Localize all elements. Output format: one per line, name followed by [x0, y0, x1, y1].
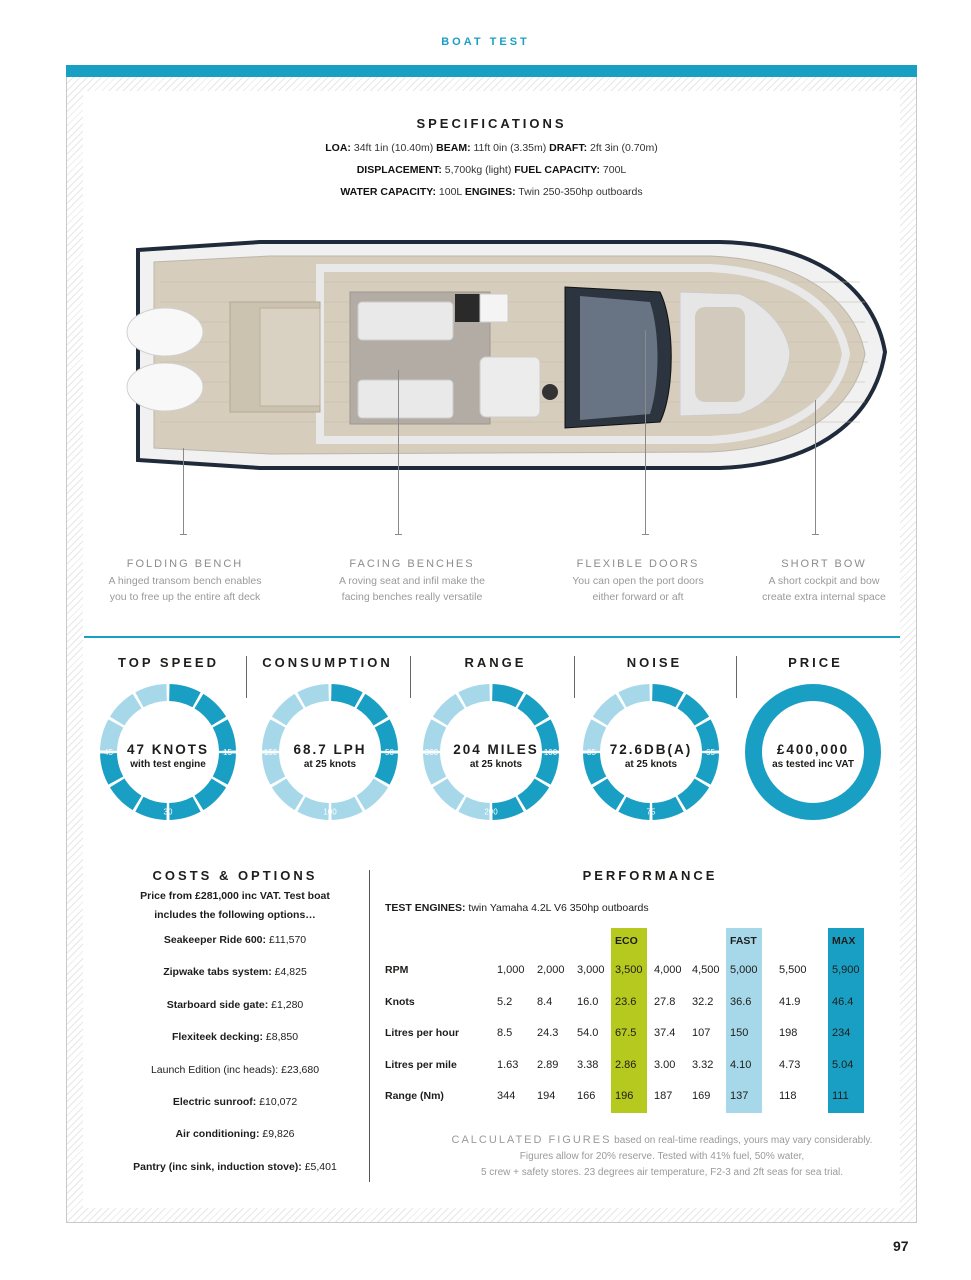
gauge-segment	[272, 778, 304, 810]
option-item	[110, 933, 360, 965]
table-cell: 118	[779, 1090, 797, 1102]
gauge-segment	[135, 684, 167, 707]
table-cell: 8.5	[497, 1027, 513, 1039]
table-cell: 169	[692, 1090, 711, 1102]
gauge-segment	[593, 778, 625, 810]
gauge-segment	[618, 797, 650, 820]
gauge-segment	[517, 694, 549, 726]
gauge-segment	[677, 694, 709, 726]
row-label: Knots	[385, 995, 415, 1008]
gauge-sub: at 25 knots	[469, 759, 523, 770]
leader-line-folding-bench	[183, 448, 184, 534]
table-cell: 4.73	[779, 1058, 801, 1071]
table-cell: 137	[726, 1081, 762, 1113]
callout-desc-line: either forward or aft	[592, 591, 684, 603]
table-cell: 198	[779, 1027, 798, 1039]
callout-desc-line: A roving seat and infil make the	[339, 575, 485, 587]
mode-header: MAX	[828, 928, 864, 955]
gauge-segment	[169, 797, 201, 820]
callout-desc-line: create extra internal space	[762, 591, 886, 603]
top-accent-bar	[66, 65, 917, 77]
table-cell: 54.0	[577, 1027, 599, 1039]
leader-line-flexible-doors	[645, 330, 646, 534]
test-engines	[385, 902, 649, 914]
gauge-tick-label: 300	[424, 748, 439, 757]
option-name: Air conditioning:	[175, 1128, 260, 1141]
gauge-segment	[297, 684, 329, 707]
table-cell: 3,500	[611, 955, 647, 987]
costs-intro	[110, 887, 360, 925]
callout-flexible-doors	[538, 558, 738, 605]
gauge-tick-label: 100	[323, 807, 337, 817]
option-name: Flexiteek decking:	[171, 1031, 263, 1044]
row-label: Range (Nm)	[385, 1090, 444, 1102]
option-price: £4,825	[271, 966, 307, 979]
table-cell: 5,900	[828, 955, 864, 987]
specifications-block	[66, 116, 917, 203]
table-cell: 5,500	[779, 964, 807, 976]
gauge-segment	[492, 684, 524, 707]
option-item	[110, 1063, 360, 1095]
callout-facing-benches	[312, 558, 512, 605]
gauge-value: 47 KNOTS	[126, 742, 210, 757]
callout-desc-line: A hinged transom bench enables	[108, 575, 262, 587]
gauge-segment	[194, 778, 226, 810]
stat-title-top-speed: TOP SPEED	[118, 655, 219, 670]
table-cell: 2.86	[611, 1050, 647, 1082]
spec-key: LOA:	[325, 142, 351, 154]
option-item	[110, 1160, 360, 1192]
gauge-readout-noise	[576, 742, 726, 772]
spec-key: DISPLACEMENT:	[356, 164, 442, 176]
note-caption: CALCULATED FIGURES	[451, 1134, 612, 1146]
gauge-segment	[652, 684, 684, 707]
row-label: RPM	[385, 964, 409, 976]
callout-title: SHORT BOW	[781, 558, 867, 570]
gauge-segment	[110, 778, 142, 810]
gauge-tick-label: 100	[543, 748, 558, 757]
boat-deck-illustration	[120, 232, 895, 482]
gauge-segment	[331, 684, 363, 707]
column-divider	[369, 870, 370, 1182]
gauge-tick-label: 75	[646, 807, 656, 817]
spec-value: 34ft 1in (10.40m)	[350, 142, 437, 154]
gauge-readout-range	[421, 742, 571, 772]
gauge-segment	[677, 778, 709, 810]
table-cell: 4,500	[692, 964, 720, 976]
gauge-segment	[356, 778, 388, 810]
mode-header: ECO	[611, 928, 647, 955]
table-cell: 67.5	[611, 1018, 647, 1050]
table-cell: 1.63	[497, 1058, 519, 1071]
option-name: Zipwake tabs system:	[163, 966, 272, 979]
row-label: Litres per hour	[385, 1027, 460, 1039]
gauge-sub: with test engine	[130, 759, 206, 770]
callout-title: FOLDING BENCH	[126, 558, 244, 570]
option-price: £1,280	[268, 998, 304, 1011]
spec-line-1	[66, 137, 917, 159]
stat-title-price: PRICE	[788, 655, 843, 670]
table-cell: 234	[828, 1018, 864, 1050]
leader-line-short-bow	[815, 400, 816, 534]
gauge-readout-top-speed	[93, 742, 243, 772]
table-cell: 24.3	[537, 1027, 559, 1039]
table-cell: 5.04	[828, 1050, 864, 1082]
table-cell: 187	[654, 1090, 673, 1102]
spec-value: 2ft 3in (0.70m)	[587, 142, 658, 154]
gauge-tick-label: 150	[263, 748, 278, 757]
option-item	[110, 1030, 360, 1062]
table-cell: 194	[537, 1090, 556, 1102]
section-divider	[84, 636, 900, 638]
option-name: Seakeeper Ride 600:	[163, 934, 267, 946]
callout-desc-line: facing benches really versatile	[341, 591, 483, 603]
spec-key: DRAFT:	[549, 142, 588, 154]
gauge-tick-label: 200	[484, 807, 498, 817]
test-engines-label: TEST ENGINES:	[385, 902, 466, 914]
gauge-tick-label: 85	[587, 748, 596, 757]
table-cell: 5,000	[726, 955, 762, 987]
gauge-segment	[110, 694, 142, 726]
gauge-sub: as tested inc VAT	[772, 759, 854, 770]
callout-short-bow	[724, 558, 924, 605]
section-header: BOAT TEST	[441, 36, 530, 48]
option-name: Launch Edition (inc heads):	[150, 1063, 279, 1076]
option-name: Electric sunroof:	[172, 1095, 257, 1108]
note-text: based on real-time readings, yours may vary considerably.	[611, 1135, 873, 1146]
row-label: Litres per mile	[385, 1058, 457, 1071]
spec-value: 5,700kg (light)	[441, 164, 515, 176]
table-cell: 3.32	[692, 1058, 714, 1071]
table-cell: 3,000	[577, 964, 605, 976]
spec-line-2	[66, 159, 917, 181]
table-cell: 16.0	[577, 995, 599, 1008]
note-text: 5 crew + safety stores. 23 degrees air temperature, F2-3 and 2ft seas for sea trial.	[480, 1167, 844, 1178]
gauge-tick-label: 30	[163, 807, 173, 817]
gauge-value: 72.6DB(A)	[609, 742, 693, 757]
specifications-title: SPECIFICATIONS	[416, 116, 567, 131]
gauge-segment	[135, 797, 167, 820]
gauge-segment	[433, 694, 465, 726]
option-item	[110, 1095, 360, 1127]
gauge-tick-label: 45	[104, 748, 113, 757]
table-cell: 1,000	[497, 964, 525, 976]
option-item	[110, 1127, 360, 1159]
option-name: Starboard side gate:	[166, 998, 269, 1011]
table-cell: 344	[497, 1090, 516, 1102]
gauge-segment	[194, 694, 226, 726]
costs-intro-line: Price from £281,000 inc VAT. Test boat	[140, 890, 330, 902]
table-cell: 4.10	[726, 1050, 762, 1082]
callout-desc-line: you to free up the entire aft deck	[109, 591, 261, 603]
costs-options-block	[110, 868, 360, 1192]
callout-desc-line: You can open the port doors	[572, 575, 704, 587]
gauge-segment	[272, 694, 304, 726]
option-price: £23,680	[278, 1063, 320, 1076]
gauge-segment	[652, 797, 684, 820]
table-cell: 166	[577, 1090, 596, 1102]
gauge-value: 204 MILES	[453, 742, 539, 757]
table-cell: 4,000	[654, 964, 682, 976]
table-cell: 46.4	[828, 987, 864, 1019]
table-cell: 2,000	[537, 964, 565, 976]
callout-title: FACING BENCHES	[349, 558, 475, 570]
option-price: £9,826	[259, 1128, 295, 1141]
stat-title-consumption: CONSUMPTION	[262, 655, 393, 670]
table-cell: 27.8	[654, 995, 676, 1008]
table-cell: 150	[726, 1018, 762, 1050]
spec-value: 700L	[600, 164, 627, 176]
stat-title-noise: NOISE	[626, 655, 683, 670]
option-price: £5,401	[301, 1160, 337, 1173]
gauge-tick-label: 65	[706, 748, 715, 757]
calculated-figures-note	[384, 1132, 940, 1181]
option-item	[110, 998, 360, 1030]
stat-title-range: RANGE	[464, 655, 527, 670]
callout-folding-bench	[85, 558, 285, 605]
gauge-segment	[458, 684, 490, 707]
gauge-value: 68.7 LPH	[293, 742, 367, 757]
test-engines-value: twin Yamaha 4.2L V6 350hp outboards	[465, 902, 649, 914]
gauge-readout-price	[738, 742, 888, 772]
table-cell: 36.6	[726, 987, 762, 1019]
gauge-segment	[593, 694, 625, 726]
note-text: Figures allow for 20% reserve. Tested with 41% fuel, 50% water,	[519, 1151, 805, 1162]
costs-intro-line: includes the following options…	[154, 909, 316, 921]
table-cell: 3.38	[577, 1058, 599, 1071]
spec-line-3	[66, 181, 917, 203]
table-cell: 8.4	[537, 995, 553, 1008]
gauge-sub: at 25 knots	[303, 759, 357, 770]
mode-header: FAST	[726, 928, 762, 955]
table-cell: 196	[611, 1081, 647, 1113]
gauge-tick-label: 50	[385, 748, 394, 757]
callout-desc-line: A short cockpit and bow	[768, 575, 880, 587]
gauge-sub: at 25 knots	[624, 759, 678, 770]
table-cell: 37.4	[654, 1027, 676, 1039]
option-price: £11,570	[266, 934, 307, 946]
option-price: £10,072	[256, 1095, 298, 1108]
callout-title: FLEXIBLE DOORS	[576, 558, 700, 570]
costs-title: COSTS & OPTIONS	[152, 868, 318, 883]
table-cell: 23.6	[611, 987, 647, 1019]
gauge-value: £400,000	[776, 742, 850, 757]
option-item	[110, 965, 360, 997]
gauge-readout-consumption	[255, 742, 405, 772]
gauge-segment	[169, 684, 201, 707]
gauge-segment	[433, 778, 465, 810]
gauge-segment	[356, 694, 388, 726]
table-cell: 41.9	[779, 995, 801, 1008]
option-price: £8,850	[263, 1031, 299, 1044]
spec-value: 100L	[436, 186, 465, 198]
table-cell: 5.2	[497, 995, 513, 1008]
gauge-tick-label: 15	[223, 748, 232, 757]
gauge-segment	[618, 684, 650, 707]
leader-line-facing-benches	[398, 370, 399, 534]
spec-key: ENGINES:	[464, 186, 516, 198]
table-cell: 32.2	[692, 995, 714, 1008]
spec-value: Twin 250-350hp outboards	[515, 186, 643, 198]
table-cell: 3.00	[654, 1058, 676, 1071]
spec-key: FUEL CAPACITY:	[514, 164, 600, 176]
table-cell: 2.89	[537, 1058, 559, 1071]
option-name: Pantry (inc sink, induction stove):	[133, 1160, 302, 1173]
page-number: 97	[893, 1238, 909, 1254]
spec-key: BEAM:	[436, 142, 471, 154]
spec-value: 11ft 0in (3.35m)	[470, 142, 550, 154]
performance-title: PERFORMANCE	[582, 868, 718, 883]
table-cell: 111	[828, 1081, 864, 1113]
table-cell: 107	[692, 1027, 711, 1039]
gauge-segment	[517, 778, 549, 810]
spec-key: WATER CAPACITY:	[340, 186, 436, 198]
